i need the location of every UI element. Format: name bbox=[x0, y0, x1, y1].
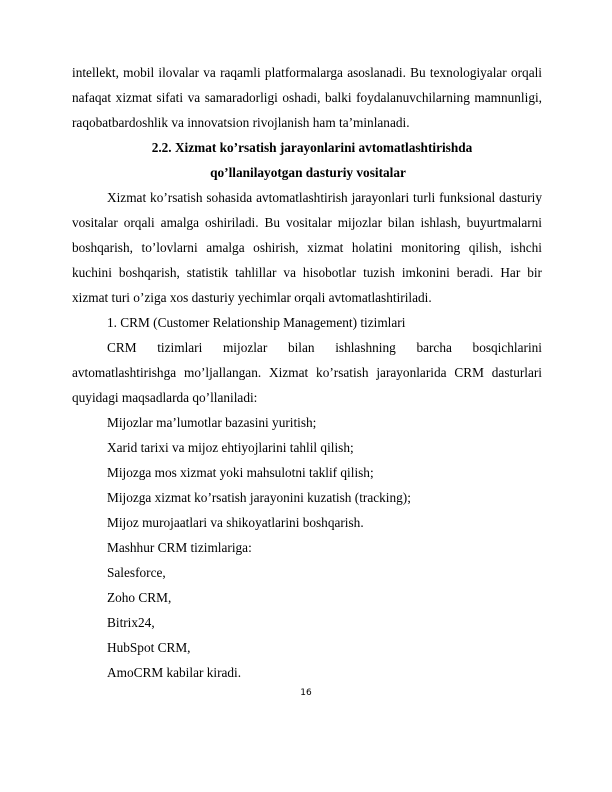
page-number: 16 bbox=[300, 688, 312, 698]
list-item: Xarid tarixi va mijoz ehtiyojlarini tahlil qilish; bbox=[107, 440, 354, 455]
crm-section-title: 1. CRM (Customer Relationship Management) tizimlari bbox=[107, 315, 406, 330]
document-page bbox=[72, 60, 542, 685]
list-item: Mijozga xizmat ko’rsatish jarayonini kuzatish (tracking); bbox=[107, 490, 411, 505]
crm-paragraph-line-1: CRM tizimlari mijozlar bilan ishlashning barcha bosqichlarini bbox=[107, 340, 542, 355]
section-heading-line-2: qo’llanilayotgan dasturiy vositalar bbox=[210, 165, 406, 180]
section-heading bbox=[72, 135, 542, 185]
opening-paragraph: intellekt, mobil ilovalar va raqamli platformalarga asoslanadi. Bu texnologiyalar orqali nafaqat xizmat sifati va samaradorligi oshadi, balki foydalanuvchilarning mamnunligi, raqobatbardoshlik va innovatsion rivojlanish ham ta’minlanadi. bbox=[72, 65, 542, 130]
list-item: Mijozlar ma’lumotlar bazasini yuritish; bbox=[107, 415, 317, 430]
crm-purpose-list bbox=[72, 410, 542, 535]
famous-crm-heading: Mashhur CRM tizimlariga: bbox=[107, 540, 252, 555]
list-item: Mijoz murojaatlari va shikoyatlarini boshqarish. bbox=[107, 515, 364, 530]
list-item: AmoCRM kabilar kiradi. bbox=[107, 665, 242, 680]
crm-paragraph bbox=[72, 335, 542, 410]
list-item: Salesforce, bbox=[107, 565, 166, 580]
list-item: Zoho CRM, bbox=[107, 590, 172, 605]
list-item: HubSpot CRM, bbox=[107, 640, 191, 655]
famous-crm-list bbox=[72, 560, 542, 685]
crm-paragraph-rest: avtomatlashtirishga mo’ljallangan. Xizmat ko’rsatish jarayonlarida CRM dasturlari quyidagi maqsadlarda qo’llaniladi: bbox=[72, 365, 542, 405]
section-heading-line-1: 2.2. Xizmat ko’rsatish jarayonlarini avtomatlashtirishda bbox=[151, 140, 473, 155]
intro-paragraph: Xizmat ko’rsatish sohasida avtomatlashtirish jarayonlari turli funksional dasturiy vositalar orqali amalga oshiriladi. Bu vositalar mijozlar bilan ishlash, buyurtmalarni boshqarish, to’lovlarni amalga oshirish, xizmat holatini monitoring qilish, ishchi kuchini boshqarish, statistik tahlillar va hisobotlar tuzish imkonini beradi. Har bir xizmat turi o’ziga xos dasturiy yechimlar orqali avtomatlashtiriladi. bbox=[72, 190, 542, 305]
list-item: Mijozga mos xizmat yoki mahsulotni taklif qilish; bbox=[107, 465, 374, 480]
list-item: Bitrix24, bbox=[107, 615, 155, 630]
